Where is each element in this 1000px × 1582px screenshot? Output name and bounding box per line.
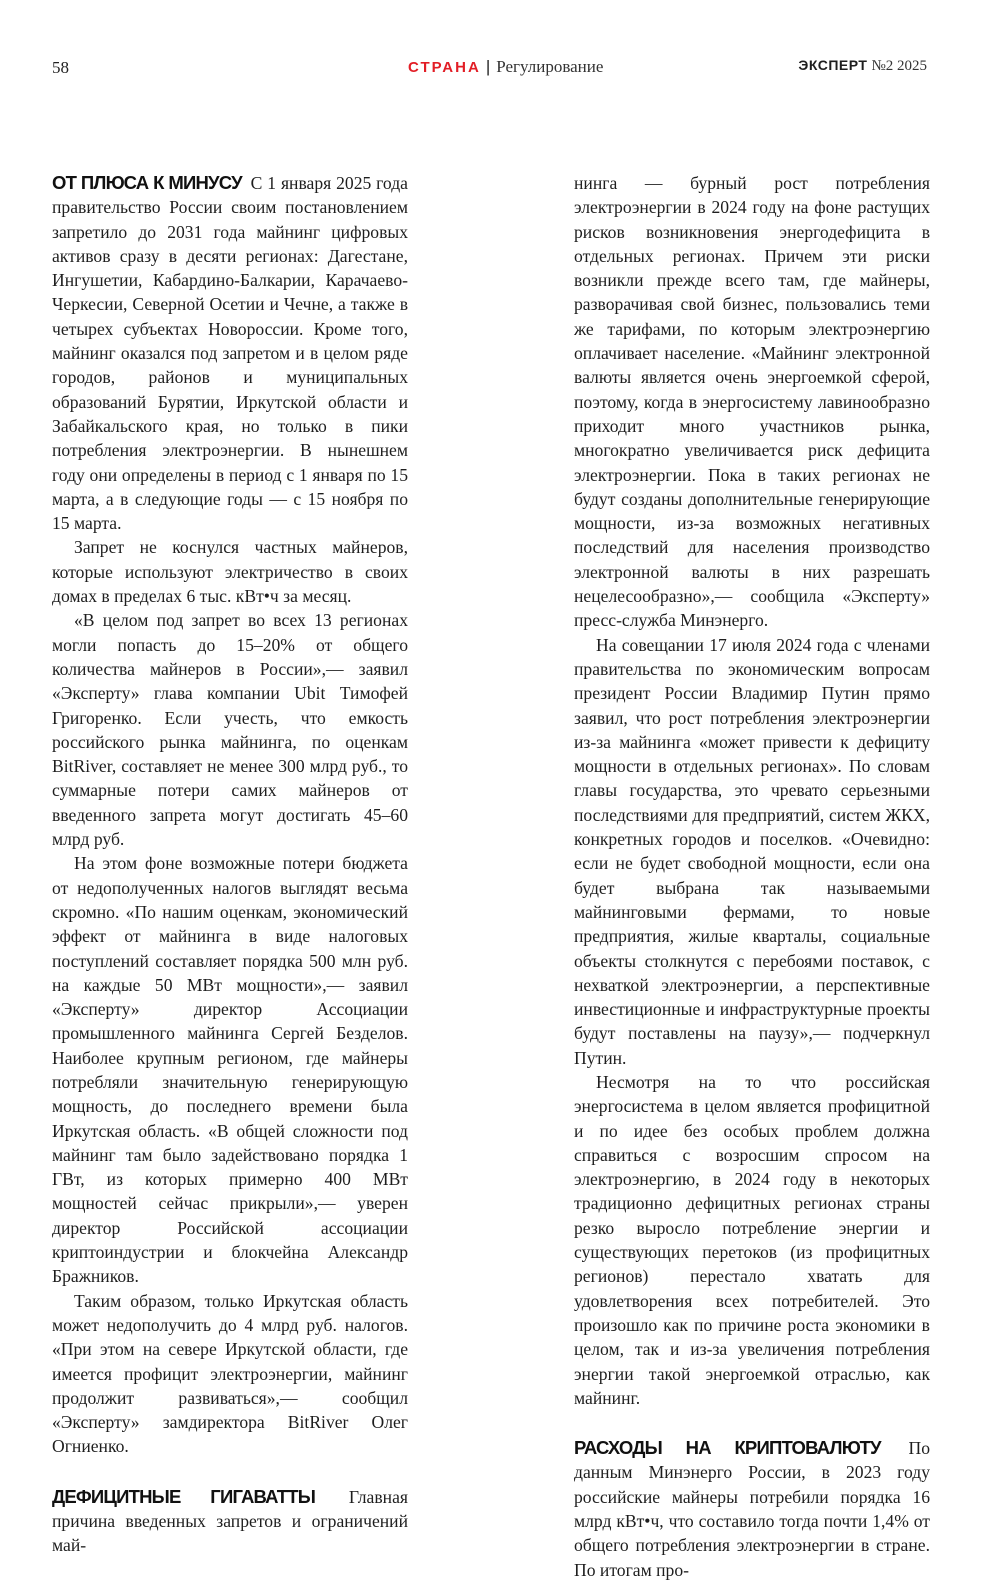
page-number: 58 [52,58,69,77]
rubric-name: Регулирование [496,57,604,76]
paragraph: «В целом под запрет во всех 13 регионах могли попасть до 15–20% от общего количества майнеров в России»,— заявил «Эксперту» глава компании Ubit Тимофей Григоренко. Если учесть, что емкость российского рынка майнинга, по оценкам BitRiver, составляет не менее 300 млрд руб., то суммарные потери самих майнеров от введенного запрета могут достигать 45–60 млрд руб. [52,610,408,850]
paragraph [52,171,408,535]
section-name: СТРАНА [408,59,481,76]
magazine-issue [798,57,927,75]
section-heading: ОТ ПЛЮСА К МИНУСУ [52,172,242,193]
paragraph-text: Главная причина введенных запретов и ограничений май- [52,1486,408,1556]
issue-number: №2 2025 [871,58,927,74]
right-column [574,171,930,1582]
paragraph: Несмотря на то что российская энергосистема в целом является профицитной и по идее без особых проблем должна справиться с возросшим спросом на электроэнергию, в 2024 году в некоторых традиционно дефицитных регионах страны резко выросло потребление энергии и существующих перетоков (из профицитных регионов) перестало хватать для удовлетворения всех потребителей. Это произошло как по причине роста экономики в целом, так и из-за увеличения потребления энергии такой энергоемкой отраслью, как майнинг. [574,1071,930,1408]
section-heading: ДЕФИЦИТНЫЕ ГИГАВАТТЫ [52,1485,316,1507]
left-column [52,171,408,1558]
magazine-name: ЭКСПЕРТ [798,57,868,73]
paragraph: Запрет не коснулся частных майнеров, которые используют электричество в своих домах в пределах 6 тыс. кВт•ч за месяц. [52,537,408,607]
paragraph-text: С 1 января 2025 года правительство России своим постановлением запретило до 2031 года майнинг цифровых активов сразу в десяти регионах: Дагестане, Ингушетии, Кабардино-Балкарии, Карачаево-Черкесии, Северной Осетии и Чечне, а также в четырех субъектах Новороссии. Кроме того, майнинг оказался под запретом и в целом ряде городов, районов и муниципальных образований Бурятии, Иркутской области и Забайкальского края, но только в пики потребления электроэнергии. В нынешнем году они определены в период с 1 января по 15 марта, а в следующие годы — с 15 ноября по 15 марта. [52,173,408,534]
paragraph: На этом фоне возможные потери бюджета от недополученных налогов выглядят весьма скромно. «По нашим оценкам, экономический эффект от майнинга в виде налоговых поступлений составляет порядка 500 млн руб. на каждые 50 МВт мощности»,— заявил «Эксперту» директор Ассоциации промышленного майнинга Сергей Безделов. Наиболее крупным регионом, где майнеры потребляли значительную генерирующую мощность, до последнего времени была Иркутская область. «В общей сложности под майнинг там было задействовано порядка 1 ГВт, из которых примерно 400 МВт мощностей сейчас прикрыли»,— уверен директор Российской ассоциации криптоиндустрии и блокчейна Александр Бражников. [52,853,408,1287]
paragraph [52,1485,408,1558]
paragraph: нинга — бурный рост потребления электроэнергии в 2024 году на фоне растущих рисков возникновения энергодефицита в отдельных регионах. Причем эти риски возникли прежде всего там, где майнеры, разворачивая свой бизнес, пользовались теми же тарифами, по которым электроэнергию оплачивает население. «Майнинг электронной валюты является очень энергоемкой сферой, поэтому, когда в энергосистему лавинообразно приходит много участников рынка, многократно увеличивается риск дефицита электроэнергии. Пока в таких регионах не будут созданы дополнительные генерирующие мощности, из-за возможных негативных последствий для населения производство электронной валюты в них разрешать нецелесообразно»,— сообщила «Эксперту» пресс-служба Минэнерго. [574,173,930,631]
paragraph [574,1436,930,1582]
section-heading: РАСХОДЫ НА КРИПТОВАЛЮТУ [574,1437,881,1459]
paragraph: Таким образом, только Иркутская область может недополучить до 4 млрд руб. налогов. «При этом на севере Иркутской области, где имеется профицит электроэнергии, майнинг продолжит развиваться»,— сообщил «Эксперту» замдиректора BitRiver Олег Огниенко. [52,1290,408,1457]
paragraph-text: По данным Минэнерго России, в 2023 году российские майнеры потребили порядка 16 млрд кВт•ч, что составило тогда почти 1,4% от общего потребления электроэнергии в стране. По итогам про- [574,1438,930,1580]
paragraph: На совещании 17 июля 2024 года с членами правительства по экономическим вопросам президент России Владимир Путин прямо заявил, что рост потребления электроэнергии из-за майнинга «может привести к дефициту мощности в отдельных регионах». По словам главы государства, это чревато серьезными последствиями для предприятий, систем ЖКХ, конкретных городов и поселков. «Очевидно: если не будет свободной мощности, если она будет выбрана так называемыми майнинговыми фермами, то новые предприятия, жилые кварталы, социальные объекты столкнутся с перебоями поставок, с нехваткой электроэнергии, а перспективные инвестиционные и инфраструктурные проекты будут поставлены на паузу»,— подчеркнул Путин. [574,634,930,1068]
header-separator: | [485,57,491,76]
section-header [408,57,603,77]
